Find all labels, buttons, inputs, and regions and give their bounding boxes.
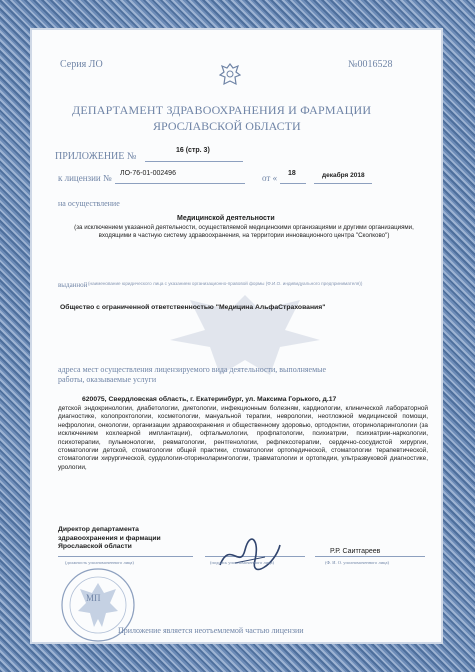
appendix-label: ПРИЛОЖЕНИЕ № [55,151,137,162]
date-from-label: от « [262,173,278,183]
coat-of-arms-icon [219,62,241,88]
name-caption: (Ф. И. О. уполномоченного лица) [325,560,389,565]
organization-name: Общество с ограниченной ответственностью "Медицина АльфаСтрахования" [60,304,326,311]
issued-label: выданной [58,281,88,289]
issued-note: (наименование юридического лица с указанием организационно-правовой формы (Ф.И.О. индивидуального предпринимателя)) [88,281,363,286]
license-label: к лицензии № [58,173,112,183]
signer-name: Р.Р. Саитгареев [330,548,381,555]
activity-note: (за исключением указанной деятельности, осуществляемой медицинскими организациями и другими организациями, входящими в частную систему здравоохранения, на территории инновационного центра "Сколково") [74,224,414,240]
signature-caption: (подпись уполномоченного лица) [210,560,274,565]
date-rest: декабря 2018 [322,172,365,179]
department-title-line1: ДЕПАРТАМЕНТ ЗДРАВООХРАНЕНИЯ И ФАРМАЦИИ [72,103,372,117]
date-day: 18 [288,170,296,177]
address-header: адреса мест осуществления лицензируемого вида деятельности, выполняемые работы, оказываемые услуги [58,365,327,384]
series-label: Серия ЛО [60,59,103,70]
address: 620075, Свердловская область, г. Екатеринбург, ул. Максима Горького, д.17 [82,396,337,403]
department-title-line2: ЯРОСЛАВСКОЙ ОБЛАСТИ [153,119,301,133]
appendix-value: 16 (стр. 3) [176,147,210,154]
license-number: ЛО-76-01-002496 [120,170,176,177]
activity-label: на осуществление [58,199,120,208]
activity-title: Медицинской деятельности [177,215,275,222]
signer-title: Директор департамента здравоохранения и фармации Ярославской области [58,526,161,551]
services-list: детской эндокринологии, диабетологии, диетологии, инфекционным болезням, кардиологии, клинической лабораторной диагностике, колопроктологии, косметологии, мануальной терапии, неврологии, неотложной медицинской помощи, нефрологии, онкологии, организации здравоохранения и общественному здоровью, ортодонтии, оториноларингологии (за исключением кохлеарной имплантации), офтальмологии, профпатологии, психиатрии, психиатрии-наркологии, психотерапии, пульмонологии, ревматологии, рентгенологии, рефлексотерапии, сердечно-сосудистой хирургии, стоматологии детской, стоматологии общей практики, стоматологии ортопедической, стоматологии терапевтической, стоматологии хирургической, сурдологии-оториноларингологии, травматологии и ортопедии, ультразвуковой диагностике, урологии, [58,405,428,471]
footer-note: Приложение является неотъемлемой частью лицензии [118,626,304,635]
position-caption: (должность уполномоченного лица) [65,560,134,565]
signature-icon [215,535,285,575]
certificate-number: №0016528 [348,59,393,70]
stamp-label: МП [86,593,101,603]
